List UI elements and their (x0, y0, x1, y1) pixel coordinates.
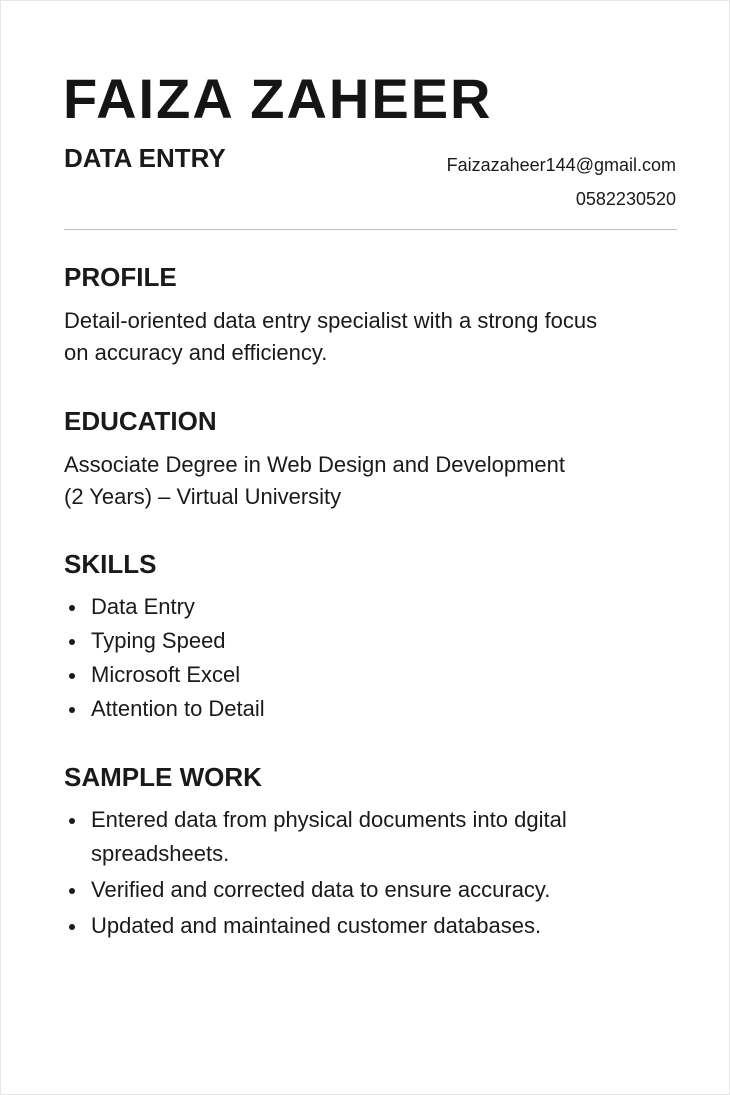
work-item (64, 909, 684, 943)
candidate-name: FAIZA ZAHEER (63, 67, 493, 130)
education-text (64, 449, 684, 513)
work-item-line: Verified and corrected data to ensure accuracy. (91, 877, 551, 902)
sample-work-heading: SAMPLE WORK (64, 762, 262, 792)
profile-section (64, 261, 684, 369)
work-item-line: spreadsheets. (91, 841, 230, 866)
email-address[interactable]: Faizazaheer144@gmail.com (446, 155, 676, 175)
profile-line: Detail-oriented data entry specialist with a strong focus (64, 308, 598, 333)
education-section (64, 405, 684, 513)
education-heading: EDUCATION (64, 406, 217, 436)
sample-work-section (64, 761, 684, 945)
profile-text (64, 305, 684, 369)
skill-item: Attention to Detail (64, 692, 684, 726)
work-item (64, 873, 684, 907)
work-item (64, 803, 684, 871)
header-divider (64, 229, 677, 230)
profile-heading: PROFILE (64, 262, 177, 292)
work-item-line: Updated and maintained customer databases. (91, 913, 542, 938)
sample-work-list (64, 803, 684, 943)
contact-info (447, 148, 676, 216)
skill-item: Typing Speed (64, 624, 684, 658)
phone-number: 0582230520 (575, 189, 676, 209)
job-title: DATA ENTRY (64, 143, 226, 173)
education-line: (2 Years) – Virtual University (64, 484, 342, 509)
skill-item: Microsoft Excel (64, 658, 684, 692)
skills-heading: SKILLS (64, 549, 157, 579)
profile-line: on accuracy and efficiency. (64, 340, 328, 365)
skill-item: Data Entry (64, 590, 684, 624)
work-item-line: Entered data from physical documents into dgital (91, 807, 567, 832)
skills-list (64, 590, 684, 726)
skills-section (64, 548, 684, 726)
education-line: Associate Degree in Web Design and Development (64, 452, 565, 477)
